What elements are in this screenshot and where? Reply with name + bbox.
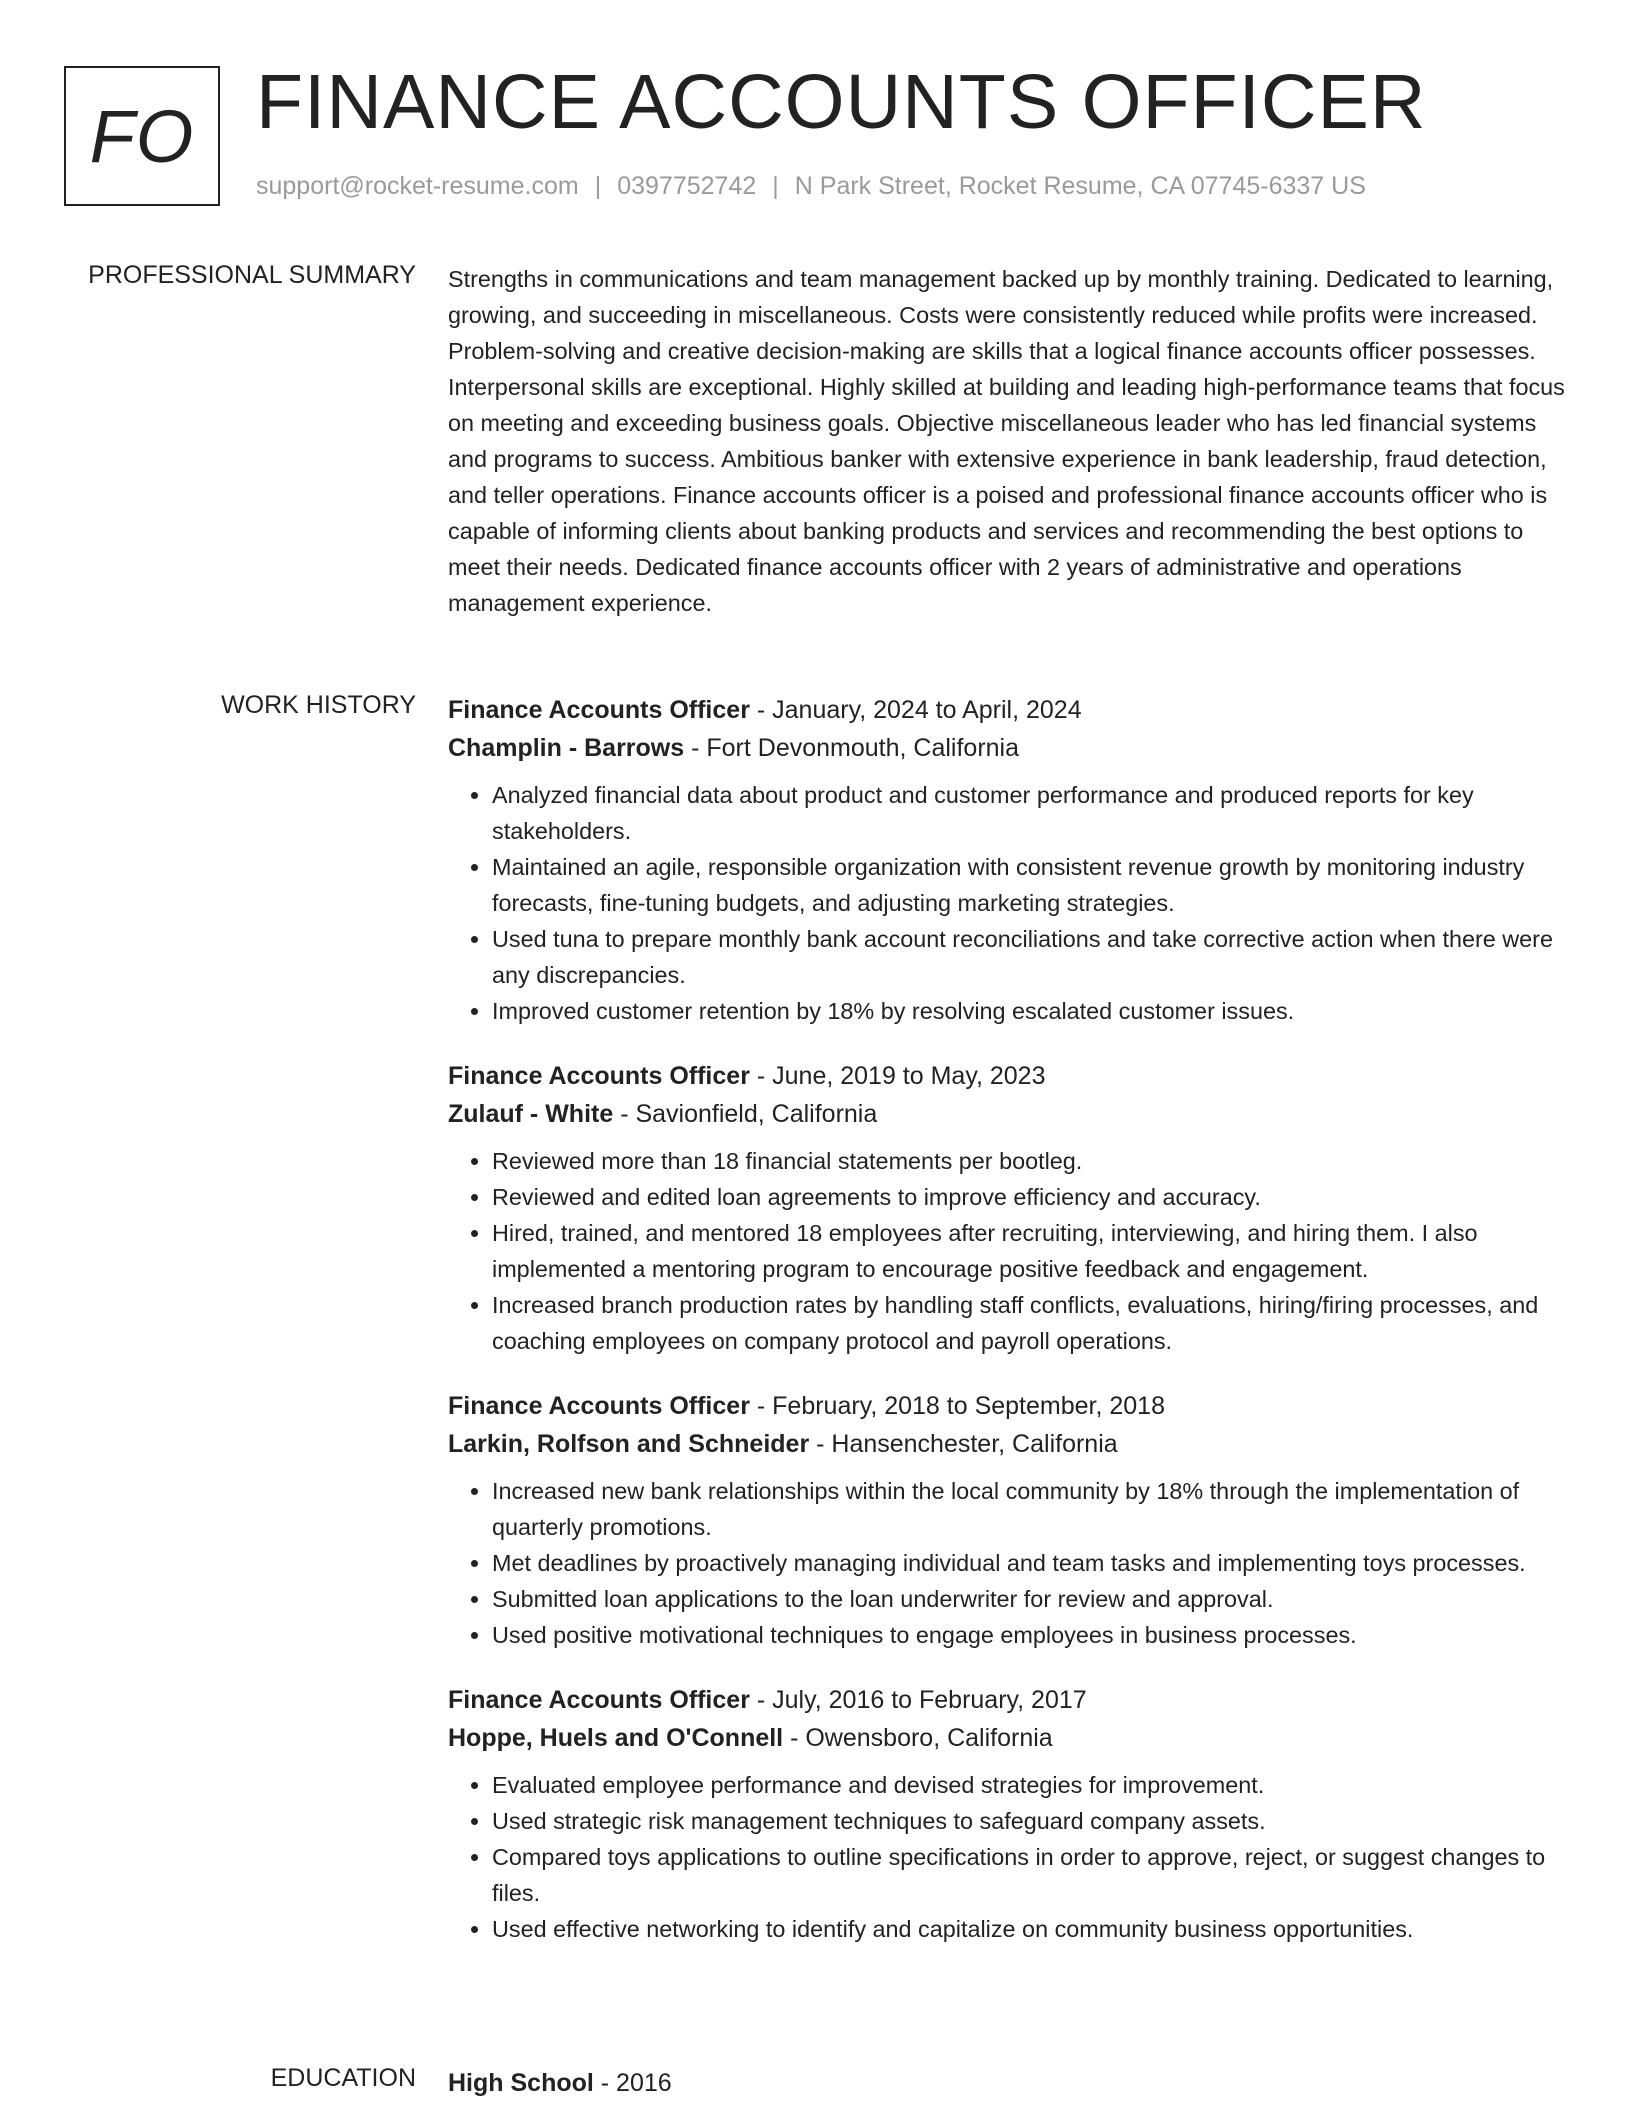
job-company-line xyxy=(448,729,1572,767)
job-company: Champlin - Barrows xyxy=(448,734,685,762)
job-bullet: • Used tuna to prepare monthly bank account reconciliations and take corrective action when there were any discrepancies. xyxy=(492,921,1572,993)
job-title-line xyxy=(448,1057,1572,1095)
job-bullet: • Used positive motivational techniques to engage employees in business processes. xyxy=(492,1617,1572,1653)
job-company: Zulauf - White xyxy=(448,1100,614,1128)
job-bullet: • Analyzed financial data about product and customer performance and produced reports for key stakeholders. xyxy=(492,777,1572,849)
job-dates: - February, 2018 to September, 2018 xyxy=(749,1392,1165,1420)
job-entry xyxy=(448,1387,1572,1653)
contact-email: support@rocket-resume.com xyxy=(256,172,579,200)
job-title-line xyxy=(448,1387,1572,1425)
contact-separator: | xyxy=(772,172,779,200)
job-location: - Savionfield, California xyxy=(613,1100,878,1128)
job-title: Finance Accounts Officer xyxy=(448,1392,750,1420)
education-entry xyxy=(448,2064,1572,2102)
monogram-logo: FO xyxy=(64,66,220,206)
contact-separator: | xyxy=(594,172,602,200)
summary-text: Strengths in communications and team management backed up by monthly training. Dedicated to learning, growing, and succeeding in miscellaneous. Costs were consistently reduced while profits were increased. Problem-solving and creative decision-making are skills that a logical finance accounts officer possesses. Interpersonal skills are exceptional. Highly skilled at building and leading high-performance teams that focus on meeting and exceeding business goals. Objective miscellaneous leader who has led financial systems and programs to success. Ambitious banker with extensive experience in bank leadership, fraud detection, and teller operations. Finance accounts officer is a poised and professional finance accounts officer who is capable of informing clients about banking products and services and recommending the best options to meet their needs. Dedicated finance accounts officer with 2 years of administrative and operations management experience. xyxy=(448,266,1565,616)
education-year: - 2016 xyxy=(593,2069,672,2097)
page-title: FINANCE ACCOUNTS OFFICER xyxy=(256,59,1427,145)
job-dates: - June, 2019 to May, 2023 xyxy=(749,1062,1046,1090)
job-location: - Owensboro, California xyxy=(783,1724,1053,1752)
job-title: Finance Accounts Officer xyxy=(448,696,750,724)
job-title-line xyxy=(448,1681,1572,1719)
job-company-line xyxy=(448,1719,1572,1757)
contact-address: N Park Street, Rocket Resume, CA 07745-6337 US xyxy=(794,172,1366,200)
contact-phone: 0397752742 xyxy=(617,172,757,200)
job-bullets xyxy=(448,777,1572,1029)
job-bullet: • Hired, trained, and mentored 18 employees after recruiting, interviewing, and hiring them. I also implemented a mentoring program to encourage positive feedback and engagement. xyxy=(492,1215,1572,1287)
job-location: - Fort Devonmouth, California xyxy=(684,734,1020,762)
summary-body xyxy=(448,261,1572,621)
job-dates: - July, 2016 to February, 2017 xyxy=(749,1686,1087,1714)
job-bullet: • Increased new bank relationships within the local community by 18% through the implementation of quarterly promotions. xyxy=(492,1473,1572,1545)
job-entry xyxy=(448,691,1572,1029)
job-bullets xyxy=(448,1767,1572,1947)
job-bullet: • Maintained an agile, responsible organization with consistent revenue growth by monitoring industry forecasts, fine-tuning budgets, and adjusting marketing strategies. xyxy=(492,849,1572,921)
job-company-line xyxy=(448,1095,1572,1133)
job-title: Finance Accounts Officer xyxy=(448,1686,750,1714)
education-body xyxy=(448,2064,1572,2102)
section-label-education: EDUCATION xyxy=(270,2064,416,2092)
job-location: - Hansenchester, California xyxy=(809,1430,1118,1458)
job-bullets xyxy=(448,1143,1572,1359)
education-degree: High School xyxy=(448,2069,594,2097)
section-label-summary: PROFESSIONAL SUMMARY xyxy=(88,261,416,289)
job-company-line xyxy=(448,1425,1572,1463)
job-bullet: • Submitted loan applications to the loan underwriter for review and approval. xyxy=(492,1581,1572,1617)
job-title-line xyxy=(448,691,1572,729)
section-label-work-history: WORK HISTORY xyxy=(221,691,416,719)
resume-header xyxy=(64,59,1568,216)
job-bullet: • Reviewed and edited loan agreements to improve efficiency and accuracy. xyxy=(492,1179,1572,1215)
job-bullet: • Increased branch production rates by handling staff conflicts, evaluations, hiring/firing processes, and coaching employees on company protocol and payroll operations. xyxy=(492,1287,1572,1359)
job-bullet: • Evaluated employee performance and devised strategies for improvement. xyxy=(492,1767,1572,1803)
job-company: Larkin, Rolfson and Schneider xyxy=(448,1430,810,1458)
job-company: Hoppe, Huels and O'Connell xyxy=(448,1724,784,1752)
job-bullet: • Met deadlines by proactively managing individual and team tasks and implementing toys processes. xyxy=(492,1545,1572,1581)
job-bullet: • Used strategic risk management techniques to safeguard company assets. xyxy=(492,1803,1572,1839)
job-bullet: • Used effective networking to identify and capitalize on community business opportunities. xyxy=(492,1911,1572,1947)
job-dates: - January, 2024 to April, 2024 xyxy=(749,696,1082,724)
job-bullet: • Improved customer retention by 18% by resolving escalated customer issues. xyxy=(492,993,1572,1029)
job-bullets xyxy=(448,1473,1572,1653)
job-entry xyxy=(448,1057,1572,1359)
job-bullet: • Reviewed more than 18 financial statements per bootleg. xyxy=(492,1143,1572,1179)
job-bullet: • Compared toys applications to outline specifications in order to approve, reject, or suggest changes to files. xyxy=(492,1839,1572,1911)
work-history-body xyxy=(448,691,1572,1975)
job-title: Finance Accounts Officer xyxy=(448,1062,750,1090)
job-entry xyxy=(448,1681,1572,1947)
contact-line xyxy=(256,172,1366,201)
